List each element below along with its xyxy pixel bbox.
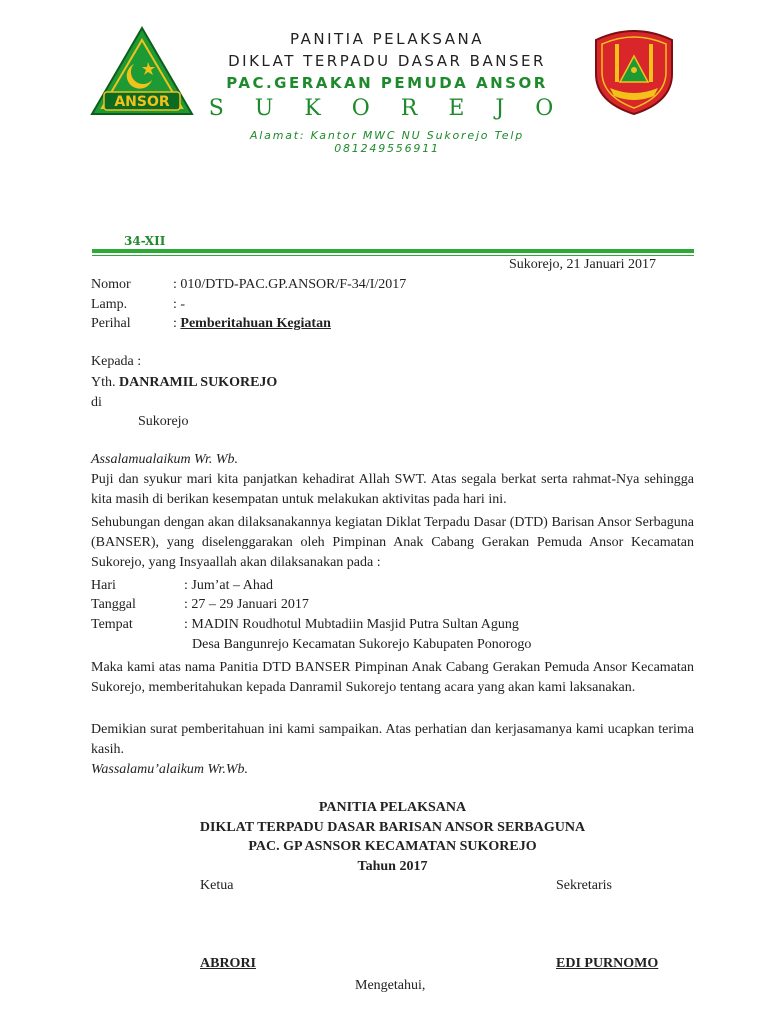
detail-label-tanggal: Tanggal [91, 597, 136, 612]
header-rule-thin [92, 255, 694, 256]
header-rule-thick [92, 249, 694, 253]
detail-label-tempat: Tempat [91, 617, 133, 632]
header-line-4: S U K O R E J O [208, 96, 566, 121]
signature-line-3: PAC. GP ASNSOR KECAMATAN SUKOREJO [248, 839, 537, 854]
subject-text: Pemberitahuan Kegiatan [180, 316, 331, 331]
recipient-line: Yth. DANRAMIL SUKOREJO [91, 375, 278, 390]
paragraph-1: Puji dan syukur mari kita panjatkan kehadirat Allah SWT. Atas segala berkat serta rahmat-Nya sehingga kita masih di berikan kesempatan untuk melakukan aktivitas pada hari ini. [91, 472, 694, 507]
signature-left-name: ABRORI [200, 956, 257, 971]
field-value-nomor: : 010/DTD-PAC.GP.ANSOR/F-34/I/2017 [173, 277, 407, 292]
recipient-label: Kepada : [91, 354, 142, 369]
field-label-perihal: Perihal [91, 316, 131, 331]
header-line-2: DIKLAT TERPADU DASAR BANSER [228, 52, 546, 70]
paragraph-3: Maka kami atas nama Panitia DTD BANSER Pimpinan Anak Cabang Gerakan Pemuda Ansor Kecamatan Sukorejo, memberitahukan kepada Danramil Sukorejo tentang acara yang akan kami laksanakan. [91, 660, 694, 695]
banser-logo [582, 26, 686, 116]
signature-right-title: Sekretaris [556, 878, 612, 893]
paragraph-4: Demikian surat pemberitahuan ini kami sampaikan. Atas perhatian dan kerjasamanya kami ucapkan terima kasih. [91, 722, 694, 757]
signature-line-2: DIKLAT TERPADU DASAR BARISAN ANSOR SERBAGUNA [199, 820, 586, 835]
signature-line-1: PANITIA PELAKSANA [318, 800, 467, 815]
detail-value-tempat-2: Desa Bangunrejo Kecamatan Sukorejo Kabupaten Ponorogo [192, 637, 532, 652]
header-line-3: PAC.GERAKAN PEMUDA ANSOR [226, 74, 548, 92]
signature-right-name: EDI PURNOMO [556, 956, 659, 971]
svg-text:ANSOR: ANSOR [114, 94, 170, 110]
detail-value-tanggal: : 27 – 29 Januari 2017 [184, 597, 309, 612]
closing: Wassalamu’alaikum Wr.Wb. [91, 762, 248, 777]
document-code: 34-XII [124, 234, 166, 248]
greeting: Assalamualaikum Wr. Wb. [91, 452, 238, 467]
field-value-lamp: : - [173, 297, 186, 312]
field-label-lamp: Lamp. [91, 297, 128, 312]
header-address: Alamat: Kantor MWC NU Sukorejo Telp 081249556911 [249, 129, 524, 155]
field-value-perihal: : Pemberitahuan Kegiatan [173, 316, 331, 331]
detail-label-hari: Hari [91, 578, 116, 593]
recipient-di: di [91, 395, 102, 410]
detail-value-tempat: : MADIN Roudhotul Mubtadiin Masjid Putra Sultan Agung [184, 617, 519, 632]
letter-date: Sukorejo, 21 Januari 2017 [509, 257, 656, 272]
recipient-name: DANRAMIL SUKOREJO [119, 375, 278, 390]
detail-value-hari: : Jum’at – Ahad [184, 578, 274, 593]
acknowledged-label: Mengetahui, [355, 978, 426, 993]
ansor-logo [90, 26, 194, 118]
header-line-1: PANITIA PELAKSANA [290, 30, 484, 48]
signature-year: Tahun 2017 [357, 859, 428, 874]
field-label-nomor: Nomor [91, 277, 131, 292]
recipient-place: Sukorejo [138, 414, 189, 429]
paragraph-2: Sehubungan dengan akan dilaksanakannya kegiatan Diklat Terpadu Dasar (DTD) Barisan Ansor Serbaguna (BANSER), yang diselenggarakan oleh Pimpinan Anak Cabang Gerakan Pemuda Ansor Kecamatan Sukorejo, yang Insyaallah akan dilaksanakan pada : [91, 515, 694, 570]
signature-left-title: Ketua [200, 878, 234, 893]
